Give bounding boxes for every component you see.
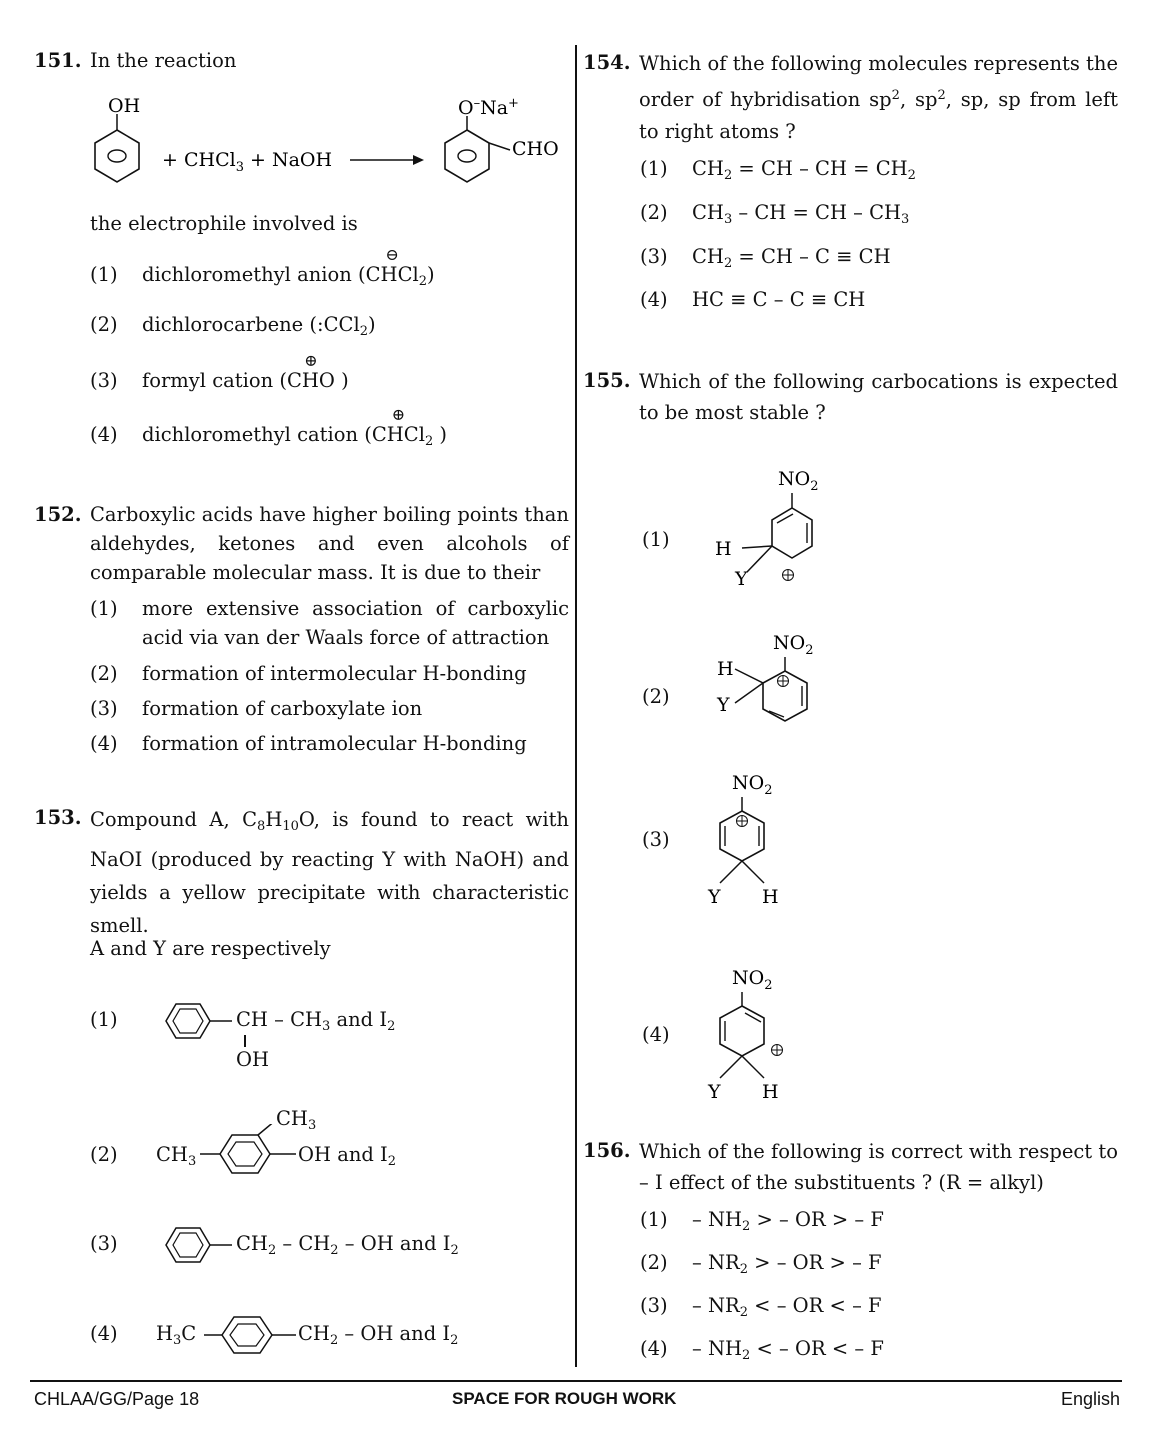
- question-number: 151.: [34, 49, 82, 72]
- svg-text:H: H: [715, 538, 732, 560]
- product-label-1: O–Na+: [458, 96, 519, 119]
- arrow-head: [413, 155, 424, 165]
- svg-text:Y: Y: [717, 694, 730, 716]
- benzene-icon: [204, 1313, 304, 1357]
- footer-rule: [30, 1380, 1122, 1382]
- column-divider: [575, 45, 577, 1367]
- svg-text:Y: Y: [708, 886, 721, 908]
- carbocation-structure-3: [700, 765, 820, 915]
- reactant-label: OH: [108, 95, 141, 117]
- question-stem: Compound A, $C_8H_{10}O$, is found to react with NaOI (produced by reacting Y with NaOH) and yields a yellow precipitate with characteristic smell.: [90, 808, 569, 937]
- question-stem: Which of the following carbocations is expected to be most stable ?: [639, 370, 1118, 424]
- svg-text:Y: Y: [735, 568, 748, 590]
- svg-text:Y: Y: [708, 1081, 721, 1103]
- question-153-stem2: A and Y are respectively: [90, 937, 331, 960]
- svg-text:NO2: $NO_2$: [773, 632, 814, 658]
- product-label-2: CHO: [512, 138, 559, 160]
- question-151-after: the electrophile involved is: [90, 212, 358, 235]
- benzene-icon: [156, 1225, 236, 1265]
- reagents: + CHCl$_3$ + NaOH: [162, 149, 333, 175]
- svg-text:H: H: [762, 886, 779, 908]
- phenol-structure: [95, 95, 140, 182]
- q153-option-2[interactable]: (2) $CH_3$ $CH_3$ OH and $I_2$: [90, 1104, 560, 1184]
- footer-rough-work: SPACE FOR ROUGH WORK: [452, 1389, 677, 1408]
- svg-text:H: H: [762, 1081, 779, 1103]
- question-stem: Which of the following molecules represents the order of hybridisation $sp^2$, $sp^2$, sp, sp from left to right atoms ?: [639, 52, 1118, 143]
- reaction-scheme: [80, 90, 570, 200]
- svg-text:H: H: [717, 658, 734, 680]
- product-structure: [445, 96, 559, 182]
- footer-page-code: CHLAA/GG/Page 18: [34, 1389, 200, 1409]
- svg-text:NO2: $NO_2$: [732, 967, 773, 993]
- q153-option-4[interactable]: (4) $H_3C$ $CH_2$ – OH and $I_2$: [90, 1319, 560, 1359]
- carbocation-structure-4: [700, 960, 820, 1110]
- exam-page: 151. In the reaction OH + CHCl$_3$ + NaOH O–Na+ CHO the electrophile involved is (1) dichloromethyl anion ( ⊖ CHCl$_2$) (2) dichlorocarbene (:CCl$_2$) (3) formyl cation ( ⊕ CHO ) (4) dichloromethyl cation ( ⊕ CHCl$_2$ ) 152. Carboxylic acids have higher boiling points than aldehydes, ketones and even alcohols of comparable molecular mass. It is due to their (1) more extensive association of carboxylic acid via van der Waals force of attraction (2) formation of intermolecular H-bonding (3) formation of carboxylate ion (4) formation of intramolecular H-bonding 153. Compound A, $C_8H_{10}O$, is found to react with NaOI (produced by reacting Y with NaOH) and yields a yellow precipitate with characteristic smell. A and Y are respectively (1) CH – $CH_3$ and $I_2$ OH (2) $CH_3$ $CH_3$ OH and $I_2$ (3) $CH_2 - CH_2$ – OH and $I_2$ (4) $H_3C$ $CH_2$ – OH and $I_2$ 154. Which of the following molecules represents the order of hybridisation $sp^2$, $sp^2$, sp, sp from left to right atoms ? (1) $CH_2$ = CH – CH = $CH_2$ (2) $CH_3$ – CH = CH – $CH_3$ (3) $CH_2$ = CH – C ≡ CH (4) HC ≡ C – C ≡ CH 155. Which of the following carbocations is expected to be most stable ? (1) $NO_2$ H Y (2) $NO_2$ H Y (3) $NO_2$ Y H (4) $NO_2$ Y H 156. Which of the following is correct with respect to – I effect of the substituents ? (R = alkyl) (1) – $NH_2$ > – OR > – F (2) – $NR_2$ > – OR > – F (3) – $NR_2$ < – OR < – F (4) – $NH_2$ < – OR < – F CHLAA/GG/Page 18 SPACE FOR ROUGH WORK English: [0, 0, 1152, 1445]
- svg-text:NO2: $NO_2$: [778, 468, 819, 494]
- q153-option-3[interactable]: (3) $CH_2 - CH_2$ – OH and $I_2$: [90, 1229, 560, 1269]
- benzene-icon: [156, 1001, 236, 1041]
- footer-language: English: [1060, 1389, 1120, 1409]
- carbocation-structure-2: [705, 625, 845, 730]
- question-stem: Which of the following is correct with respect to – I effect of the substituents ? (R = alkyl): [639, 1140, 1118, 1194]
- question-stem: In the reaction: [90, 49, 237, 72]
- q152-option-1[interactable]: (1) more extensive association of carboxylic acid via van der Waals force of attraction: [90, 597, 569, 649]
- q153-option-1[interactable]: (1) CH – $CH_3$ and $I_2$ OH: [90, 1005, 560, 1075]
- question-stem: Carboxylic acids have higher boiling points than aldehydes, ketones and even alcohols of comparable molecular mass. It is due to their: [90, 503, 569, 584]
- carbocation-structure-1: [705, 460, 845, 595]
- svg-text:NO2: $NO_2$: [732, 772, 773, 798]
